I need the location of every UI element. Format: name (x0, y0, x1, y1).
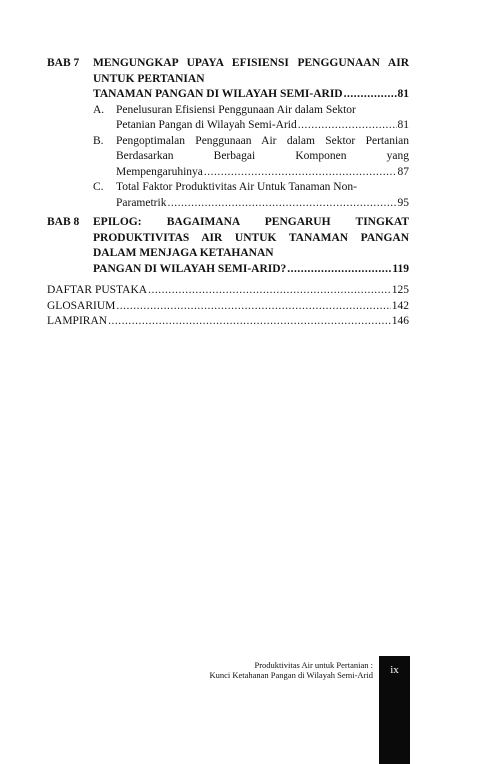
toc-subentry-a[interactable] (93, 103, 409, 134)
subentry-letter: C. (93, 181, 104, 193)
dot-leader (167, 196, 396, 212)
page-number: 146 (391, 315, 409, 327)
chapter-title-tail: TANAMAN PANGAN DI WILAYAH SEMI-ARID (93, 88, 343, 100)
subentry-last-line (116, 165, 409, 181)
toc-entry-glosarium[interactable] (47, 299, 409, 315)
chapter-number: BAB 7 (47, 57, 80, 69)
page-number-tab (379, 656, 410, 764)
page-number: 125 (391, 284, 409, 296)
page-number: 142 (391, 299, 409, 312)
subentry-text-tail: Parametrik (116, 196, 167, 209)
subentry-last-line (116, 118, 409, 134)
dot-leader (344, 87, 397, 103)
subentry-letter: B. (93, 134, 104, 147)
dot-leader (204, 165, 397, 181)
dot-leader (287, 262, 391, 278)
entry-label: LAMPIRAN (47, 315, 108, 327)
chapter-title-tail: PANGAN DI WILAYAH SEMI-ARID? (93, 262, 287, 275)
chapter-title-last-line (93, 262, 409, 278)
toc-subentry-c[interactable] (93, 180, 409, 211)
folio-page-number: ix (390, 664, 399, 676)
chapter-title: EPILOG: BAGAIMANA PENGARUH TINGKAT PRODUKTIVITAS AIR UNTUK TANAMAN PANGAN DALAM MENJAGA KETAHANAN (93, 216, 409, 259)
subentry-text: Penelusuran Efisiensi Penggunaan Air dalam Sektor (116, 103, 356, 116)
footer-line-1: Produktivitas Air untuk Pertanian : (254, 660, 373, 670)
toc-entry-bab-8[interactable] (47, 215, 409, 277)
back-matter-list (47, 283, 409, 330)
page-number: 95 (397, 196, 409, 209)
entry-label: DAFTAR PUSTAKA (47, 284, 148, 296)
dot-leader (298, 118, 397, 134)
toc-entry-lampiran[interactable] (47, 314, 409, 330)
dot-leader (116, 299, 390, 315)
chapter-title: MENGUNGKAP UPAYA EFISIENSI PENGGUNAAN AIR UNTUK PERTANIAN (93, 57, 409, 85)
footer-line-2: Kunci Ketahanan Pangan di Wilayah Semi-Arid (209, 670, 373, 680)
subentry-text-tail: Petanian Pangan di Wilayah Semi-Arid (116, 119, 297, 131)
dot-leader (108, 314, 391, 330)
page-number: 87 (397, 165, 409, 178)
toc-entry-daftar-pustaka[interactable] (47, 283, 409, 299)
table-of-contents (47, 56, 409, 330)
subentry-text: Pengoptimalan Penggunaan Air dalam Sektor Pertanian Berdasarkan Berbagai Komponen yang (116, 134, 409, 162)
page-number: 119 (392, 262, 409, 275)
toc-subentry-b[interactable] (93, 134, 409, 181)
running-footer (209, 660, 373, 680)
subentry-letter: A. (93, 103, 105, 116)
chapter-number: BAB 8 (47, 216, 80, 228)
page-number: 81 (397, 88, 409, 100)
subentry-text: Total Faktor Produktivitas Air Untuk Tanaman Non- (116, 181, 357, 193)
toc-entry-bab-7[interactable] (47, 56, 409, 211)
subentry-last-line (116, 196, 409, 212)
entry-label: GLOSARIUM (47, 299, 116, 312)
dot-leader (148, 283, 391, 299)
page-number: 81 (397, 119, 409, 131)
subentry-text-tail: Mempengaruhinya (116, 165, 203, 178)
chapter-title-last-line (93, 87, 409, 103)
